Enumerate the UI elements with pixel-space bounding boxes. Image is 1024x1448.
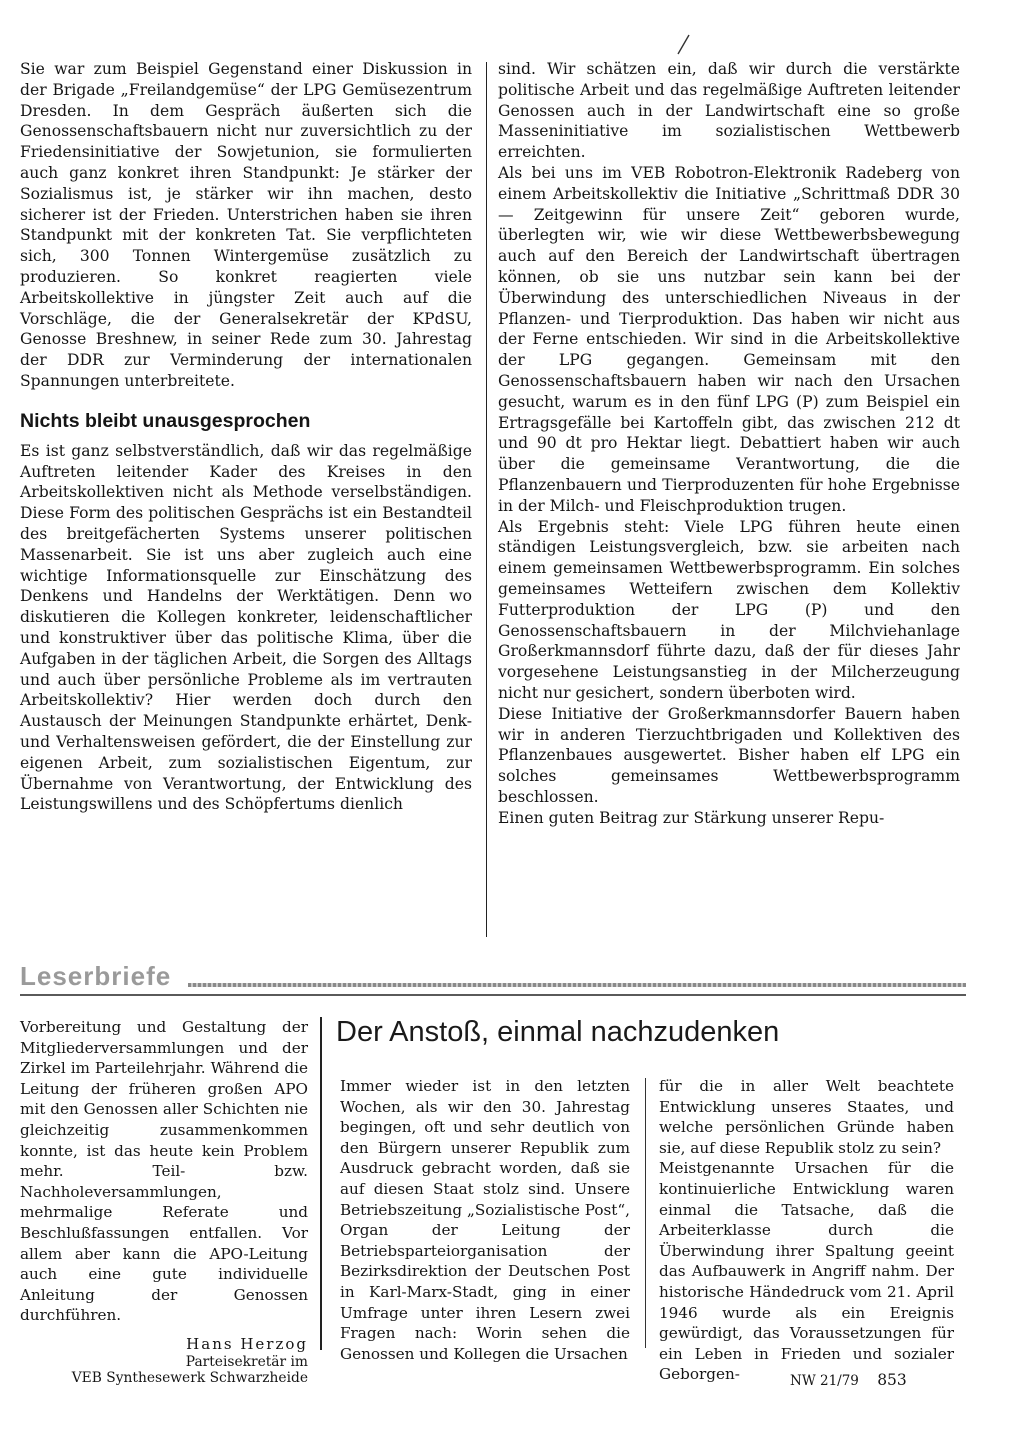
author-role: Parteisekretär im: [185, 1353, 308, 1370]
page-number: 853: [877, 1371, 907, 1389]
page-footer: [790, 1371, 907, 1390]
letter-column: [20, 1017, 308, 1387]
letter-article-column-2: [659, 1076, 954, 1385]
letter-text: Vorbereitung und Gestaltung der Mitgliederversammlungen und der Zirkel im Parteilehrjahr. Während die Leitung der früheren großen APO mit den Genossen aller Schichten nie gleichzeitig zusammenkommen konnte, ist das heute kein Problem mehr. Teil- bzw. Nachholeversammlungen, mehrmalige Referate und Beschlußfassungen entfallen. Vor allem aber kann die APO-Leitung auch eine gute individuelle Anleitung der Genossen durchführen.: [20, 1018, 308, 1325]
article-paragraph: Als bei uns im VEB Robotron-Elektronik Radeberg von einem Arbeitskollektiv die Initiative „Schrittmaß DDR 30 — Zeitgewinn für unsere Zeit“ geboren wurde, überlegten wir, wie wir diese Wettbewerbsbewegung auch auf den Bereich der Landwirtschaft übertragen können, ob sie uns nutzbar sein kann bei der Überwindung des unterschiedlichen Niveaus in der Pflanzen- und Tierproduktion. Das haben wir nicht aus der Ferne entschieden. Wir sind in die Arbeitskollektive der LPG gegangen. Gemeinsam mit den Genossenschaftsbauern haben wir nach den Ursachen gesucht, warum es in den fünf LPG (P) zum Beispiel ein Ertragsgefälle bei Kartoffeln gibt, das zwischen 212 dt und 90 dt pro Hektar liegt. Debattiert haben wir auch über die gemeinsame Verantwortung, die die Pflanzenbauern und Tierproduzenten für hohe Ergebnisse in der Milch- und Fleischproduktion trugen.: [498, 163, 960, 515]
issue-number: NW 21/79: [790, 1373, 859, 1389]
article-paragraph: Einen guten Beitrag zur Stärkung unserer Repu-: [498, 808, 885, 827]
article-column-right: [498, 59, 960, 828]
article-column-left: [20, 59, 472, 815]
article-paragraph: Als Ergebnis steht: Viele LPG führen heute einen ständigen Leistungsvergleich, bzw. sie arbeiten nach einem gemeinsamen Wettbewerbsprogramm. Ein solches gemeinsames Wetteifern zwischen dem Kollektiv Futterproduktion der LPG (P) und den Genossenschaftsbauern in der Milchviehanlage Großerkmannsdorf führte dazu, daß der für dieses Jahr vorgesehene Leistungsanstieg in der Milcherzeugung nicht nur gesichert, sondern überboten wird.: [498, 517, 960, 702]
letter-divider: [320, 1017, 322, 1350]
section-rule: [188, 983, 966, 987]
article-paragraph: Sie war zum Beispiel Gegenstand einer Diskussion in der Brigade „Freilandgemüse“ der LPG Gemüsezentrum Dresden. In dem Gespräch äußerten sich die Genossenschaftsbauern nicht nur zuversichtlich zu der Friedensinitiative der Sowjetunion, sie formulierten auch ganz konkret ihren Standpunkt: Je stärker der Sozialismus ist, je stärker wir ihn machen, desto sicherer ist der Frieden. Unterstrichen haben sie ihren Standpunkt mit der konkreten Tat. Sie verpflichteten sich, 300 Tonnen Wintergemüse zusätzlich zu produzieren. So konkret reagierten viele Arbeitskollektive in jüngster Zeit auch auf die Vorschläge, die der Generalsekretär der KPdSU, Genosse Breshnew, in seiner Rede zum 30. Jahrestag der DDR zur Verminderung der internationalen Spannungen unterbreitete.: [20, 60, 472, 390]
section-rule-thin: [20, 994, 966, 996]
author-organization: VEB Synthesewerk Schwarzheide: [71, 1370, 308, 1387]
author-name: Hans Herzog: [186, 1334, 308, 1353]
article-paragraph: sind. Wir schätzen ein, daß wir durch die verstärkte politische Arbeit und das regelmäßige Auftreten leitender Genossen auch in der Landwirtschaft eine so große Masseninitiative im sozialistischen Wettbewerb erreichten.: [498, 60, 960, 162]
article-paragraph: Diese Initiative der Großerkmannsdorfer Bauern haben wir in anderen Tierzuchtbrigaden und Kollektiven des Pflanzenbaues ausgewertet. Bisher haben elf LPG ein solches gemeinsames Wettbewerbsprogramm beschlossen.: [498, 704, 960, 806]
pen-mark: [676, 33, 691, 55]
article-paragraph: Es ist ganz selbstverständlich, daß wir das regelmäßige Auftreten leitender Kader des Kreises in den Arbeitskollektiven nicht als Methode verselbständigen. Diese Form des politischen Gesprächs ist ein Bestandteil des breitgefächerten Systems unserer politischen Massenarbeit. Sie ist uns aber zugleich auch eine wichtige Informationsquelle zur Einschätzung des Denkens und Handelns der Werktätigen. Denn wo diskutieren die Kollegen konkreter, leidenschaftlicher und konstruktiver über das politische Klima, über die Aufgaben in der täglichen Arbeit, die Sorgen des Alltags und auch über persönliche Probleme als im vertrauten Arbeitskollektiv? Hier werden doch durch den Austausch der Meinungen Standpunkte erhärtet, Denk- und Verhaltensweisen gefördert, die der Einstellung zur eigenen Arbeit, zum sozialistischen Eigentum, zur Übernahme von Verantwortung, der Entwicklung des Leistungswillens und des Schöpfertums dienlich: [20, 441, 472, 814]
letter-article-column-1: [340, 1076, 630, 1364]
letter-signature: [20, 1334, 308, 1387]
article-paragraph: für die in aller Welt beachtete Entwicklung unseres Staates, und welche persönlichen Gründe haben sie, auf diese Republik stolz zu sein?: [659, 1077, 954, 1157]
article-headline: Der Anstoß, einmal nachzudenken: [336, 1016, 780, 1048]
column-divider: [486, 62, 487, 937]
column-divider: [645, 1078, 646, 1348]
section-subheading: Nichts bleibt unausgesprochen: [20, 409, 311, 432]
article-paragraph: Meistgenannte Ursachen für die kontinuierliche Entwicklung waren einmal die Tatsache, daß die Arbeiterklasse durch die Überwindung ihrer Spaltung geeint das Aufbauwerk in Angriff nahm. Der historische Händedruck vom 21. April 1946 wurde als ein Ereignis gewürdigt, das Voraussetzungen für ein Leben in Frieden und sozialer Geborgen-: [659, 1159, 954, 1384]
article-paragraph: Immer wieder ist in den letzten Wochen, als wir den 30. Jahrestag begingen, oft und sehr deutlich von den Bürgern unserer Republik zum Ausdruck gebracht worden, daß sie auf diesen Staat stolz sind. Unsere Betriebszeitung „Sozialistische Post“, Organ der Leitung der Betriebsparteiorganisation der Bezirksdirektion der Deutschen Post in Karl-Marx-Stadt, ging in einer Umfrage unter ihren Lesern zwei Fragen nach: Worin sehen die Genossen und Kollegen die Ursachen: [340, 1077, 630, 1363]
leserbriefe-heading: Leserbriefe: [20, 961, 172, 991]
